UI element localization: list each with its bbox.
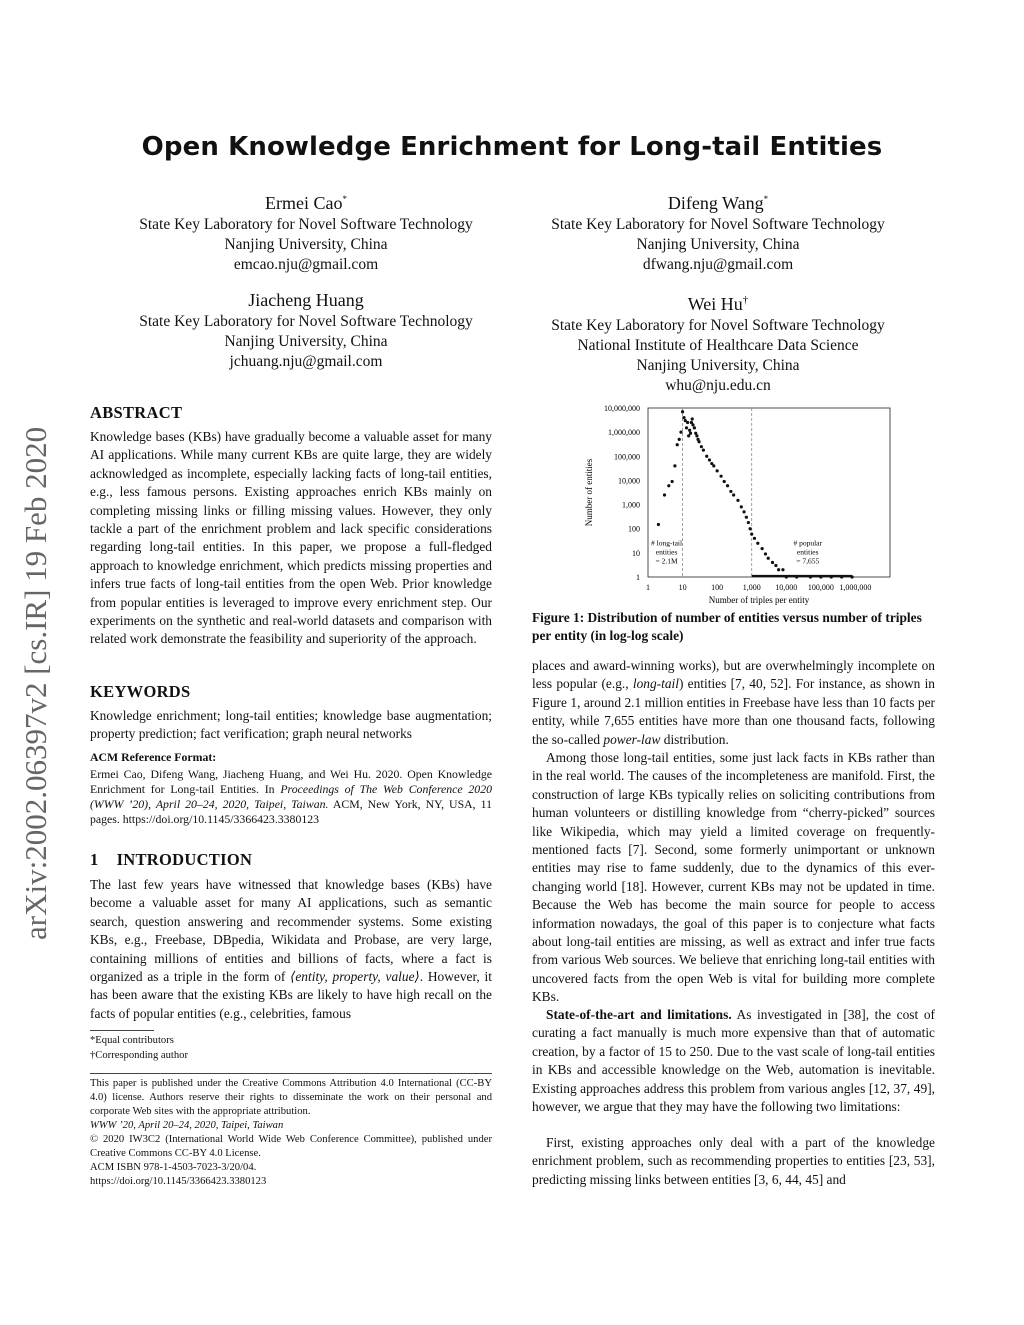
abstract-text: Knowledge bases (KBs) have gradually become a valuable asset for many AI applications. While many current KBs are quite large, they are widely acknowledged as incomplete, especially lacking facts of long-tail entities, e.g., less famous persons. Existing approaches enrich KBs mainly on completing missing links or filling missing values. However, they only tackle a part of the enrichment problem and lack specific considerations regarding long-tail entities. In this paper, we propose a full-fledged approach to knowledge enrichment, which predicts missing properties and infers true facts of long-tail entities from the open Web. Prior knowledge from popular entities is leveraged to improve every enrichment step. Our experiments on the synthetic and real-world datasets and comparison with related work demonstrate the feasibility and superiority of the approach. (90, 429, 492, 647)
data-point (767, 557, 770, 560)
data-point (687, 434, 690, 437)
license-text: This paper is published under the Creative Commons Attribution 4.0 International (CC-BY 4.0) license. Authors reserve their rights to disseminate the work on their personal and corporate Web sites with the appropriate attribution. (90, 1078, 492, 1117)
x-tick-label: 10,000 (775, 583, 798, 592)
chart-annotation: entities (655, 547, 678, 557)
x-tick-label: 1,000,000 (839, 583, 872, 592)
data-point (708, 458, 711, 461)
data-point (774, 564, 777, 567)
y-tick-label: 10 (632, 548, 640, 558)
col2-paragraph-4: First, existing approaches only deal with a part of the knowledge enrichment problem, such as recommending properties to entities [23, 53], predicting missing links between entities [3, 6, 44, 45] and (532, 1135, 935, 1187)
y-tick-label: 100 (628, 524, 640, 534)
data-point (732, 493, 735, 496)
license-venue-text: WWW ’20, April 20–24, 2020, Taipei, Taiwan (90, 1120, 284, 1131)
keywords-heading: KEYWORDS (90, 682, 191, 701)
data-point (777, 568, 780, 571)
data-point (750, 532, 753, 535)
data-point (756, 542, 759, 545)
y-tick-label: 1 (636, 573, 640, 582)
abstract-heading: ABSTRACT (90, 403, 183, 422)
author-affiliation: State Key Laboratory for Novel Software Technology (139, 216, 473, 233)
data-point (747, 521, 750, 524)
data-point (663, 493, 666, 496)
x-axis-label: Number of triples per entity (708, 595, 810, 605)
data-point (723, 480, 726, 483)
chart-annotation: = 2.1M (655, 556, 678, 566)
col2-italic-powerlaw: power-law (603, 731, 661, 747)
author-affiliation: Nanjing University, China (636, 357, 800, 374)
license-block (90, 1077, 492, 1189)
x-tick-label: 100 (711, 583, 724, 592)
license-rule (90, 1073, 492, 1074)
x-tick-label: 1,000 (742, 583, 761, 592)
data-point (729, 490, 732, 493)
data-point (689, 432, 692, 435)
author-email: emcao.nju@gmail.com (233, 256, 379, 273)
data-point (742, 510, 745, 513)
col2-text: As investigated in [38], the cost of curating a fact manually is much more expensive than that of automatic creation, by a factor of 15 to 250. Due to the vast scale of long-tail entities in KBs and accessible knowledge on the Web, automation is inevitable. Existing approaches address this problem from various angles [12, 37, 49], however, we argue that they may have the following two limitations: (532, 1007, 936, 1115)
author-email: dfwang.nju@gmail.com (642, 256, 794, 273)
col2-paragraph-3 (532, 1006, 935, 1116)
intro-text-a: The last few years have witnessed that knowledge bases (KBs) have become a valuable asset for many AI applications, such as semantic search, question answering and recommender systems. Some existing KBs, e.g., Freebase, DBpedia, Wikidata and Probase, are very large, containing millions of entities and billions of facts, where a fact is organized as a triple in the form of (90, 877, 492, 985)
license-venue (90, 1119, 492, 1133)
data-point (678, 438, 681, 441)
footnote-corresponding: †Corresponding author (90, 1050, 188, 1061)
author-affiliation: Nanjing University, China (636, 236, 800, 253)
col2-text: distribution. (660, 731, 729, 747)
data-point (691, 417, 694, 420)
data-point (657, 523, 660, 526)
data-point (700, 445, 703, 448)
data-point (726, 484, 729, 487)
y-tick-label: 10,000,000 (604, 404, 640, 413)
y-tick-label: 100,000 (614, 452, 640, 462)
author-block-3 (110, 288, 502, 372)
license-copyright: © 2020 IW3C2 (International World Wide Web Conference Committee), published under Creative Commons CC-BY 4.0 License. (90, 1134, 492, 1159)
data-point (705, 455, 708, 458)
acm-ref-venue: Proceedings of The Web Conference 2020 (WWW ’20), April 20–24, 2020, Taipei, Taiwan. (90, 782, 492, 811)
data-point (691, 423, 694, 426)
data-point (671, 480, 674, 483)
intro-text-b: . However, it has been aware that the existing KBs are likely to have high recall on the facts of popular entities (e.g., celebrities, famous (90, 969, 492, 1021)
author-block-1 (110, 187, 502, 275)
author-block-2 (522, 187, 914, 275)
author-block-4 (522, 288, 914, 396)
col2-paragraph-1 (532, 657, 935, 749)
x-tick-label: 1 (646, 583, 650, 592)
data-point (740, 505, 743, 508)
col2-text: places and award-winning works), but are overwhelmingly incomplete on less popular (e.g., (532, 658, 935, 692)
author-email: whu@nju.edu.cn (665, 377, 771, 394)
figure-1-chart (580, 396, 900, 608)
author-affiliation: Nanjing University, China (224, 333, 388, 350)
data-point (702, 449, 705, 452)
data-point (771, 561, 774, 564)
author-name: Jiacheng Huang (248, 290, 364, 310)
plot-frame (648, 408, 890, 577)
data-point (688, 429, 691, 432)
data-point (682, 416, 685, 419)
author-affiliation: National Institute of Healthcare Data Science (577, 337, 859, 354)
col2-italic-longtail: long-tail (632, 676, 679, 692)
data-point (695, 434, 698, 437)
data-point (676, 443, 679, 446)
acm-ref-part1: Ermei Cao, Difeng Wang, Jiacheng Huang, and Wei Hu. 2020. Open Knowledge Enrichment for Long-tail Entities. In (90, 767, 492, 796)
data-point (749, 527, 752, 530)
intro-heading-number: 1 (90, 850, 99, 869)
author-email: jchuang.nju@gmail.com (229, 353, 383, 370)
acm-ref-part2: ACM, New York, NY, USA, 11 pages. https://doi.org/10.1145/3366423.3380123 (90, 797, 492, 826)
author-affiliation: State Key Laboratory for Novel Software Technology (551, 216, 885, 233)
data-point (781, 568, 784, 571)
data-point (681, 410, 684, 413)
paper-title: Open Knowledge Enrichment for Long-tail Entities (141, 132, 883, 162)
author-mark: † (742, 294, 749, 306)
author-mark: * (763, 194, 769, 204)
intro-paragraph (90, 876, 492, 1023)
data-point (667, 484, 670, 487)
chart-annotation: # long-tail (651, 538, 683, 548)
col2-text: ) entities [7, 40, 52]. For instance, as shown in Figure 1, around 2.1 million entities in Freebase have less than 10 facts per entity, while 7,655 entities have more than one thousand facts, following the so-called (532, 676, 935, 747)
footnote-equal: *Equal contributors (90, 1035, 174, 1046)
author-mark: * (342, 194, 347, 204)
license-doi: https://doi.org/10.1145/3366423.3380123 (90, 1176, 267, 1187)
footnote-rule (90, 1030, 154, 1031)
intro-heading (90, 850, 492, 870)
author-name: Ermei Cao (265, 193, 343, 213)
data-point (686, 421, 689, 424)
author-name: Difeng Wang (667, 193, 764, 213)
data-point (673, 464, 676, 467)
y-tick-label: 1,000 (622, 500, 640, 510)
data-point (712, 464, 715, 467)
keywords-text: Knowledge enrichment; long-tail entities; knowledge base augmentation; property prediction; fact verification; graph neural networks (90, 708, 492, 742)
data-point (736, 499, 739, 502)
data-point (697, 440, 700, 443)
data-point (716, 469, 719, 472)
col2-bold-lead: State-of-the-art and limitations. (546, 1007, 732, 1022)
col2-paragraph-2: Among those long-tail entities, some just lack facts in KBs rather than in the real world. The causes of the incompleteness are manifold. First, the construction of large KBs typically relies on soliciting contributions from human volunteers or distilling knowledge from “cherry-picked” sources like Wikipedia, which may yield a limited coverage on frequently-mentioned facts [7]. Second, some formerly unimportant or unknown entities may rise to fame suddenly, due to the dynamics of this ever-changing world [18]. However, current KBs may not be updated in time. Because the Web has become the main source for people to access information nowadays, the goal of this paper is to conjecture what facts about long-tail entities are missing, as well as extract and infer true facts from various Web sources. We believe that enriching long-tail entities with uncovered facts from the open Web is vital for building more complete KBs. (532, 750, 935, 1005)
arxiv-identifier: arXiv:2002.06397v2 [cs.IR] 19 Feb 2020 (18, 426, 53, 940)
acm-ref-text (90, 767, 492, 827)
x-tick-label: 10 (678, 583, 687, 592)
y-tick-label: 1,000,000 (608, 428, 640, 438)
acm-ref-heading: ACM Reference Format: (90, 750, 217, 764)
data-point (764, 552, 767, 555)
chart-annotation: entities (796, 547, 819, 557)
author-affiliation: State Key Laboratory for Novel Software Technology (551, 317, 885, 334)
author-name: Wei Hu (687, 294, 743, 314)
data-point (685, 426, 688, 429)
data-point (719, 475, 722, 478)
data-point (753, 537, 756, 540)
author-affiliation: Nanjing University, China (224, 236, 388, 253)
data-point (761, 547, 764, 550)
data-point (693, 426, 696, 429)
chart-annotation: # popular (793, 538, 822, 548)
x-tick-label: 100,000 (807, 583, 834, 592)
data-point (679, 431, 682, 434)
intro-heading-text: INTRODUCTION (116, 850, 253, 869)
triple-notation: ⟨entity, property, value⟩ (290, 969, 420, 985)
y-axis-label: Number of entities (584, 458, 594, 527)
figure-caption: Figure 1: Distribution of number of entities versus number of triples per entity (in log-log scale) (532, 610, 922, 644)
y-tick-label: 10,000 (618, 476, 640, 486)
chart-annotation: = 7,655 (796, 556, 820, 566)
author-affiliation: State Key Laboratory for Novel Software Technology (139, 313, 473, 330)
license-isbn: ACM ISBN 978-1-4503-7023-3/20/04. (90, 1162, 257, 1173)
data-point (745, 516, 748, 519)
